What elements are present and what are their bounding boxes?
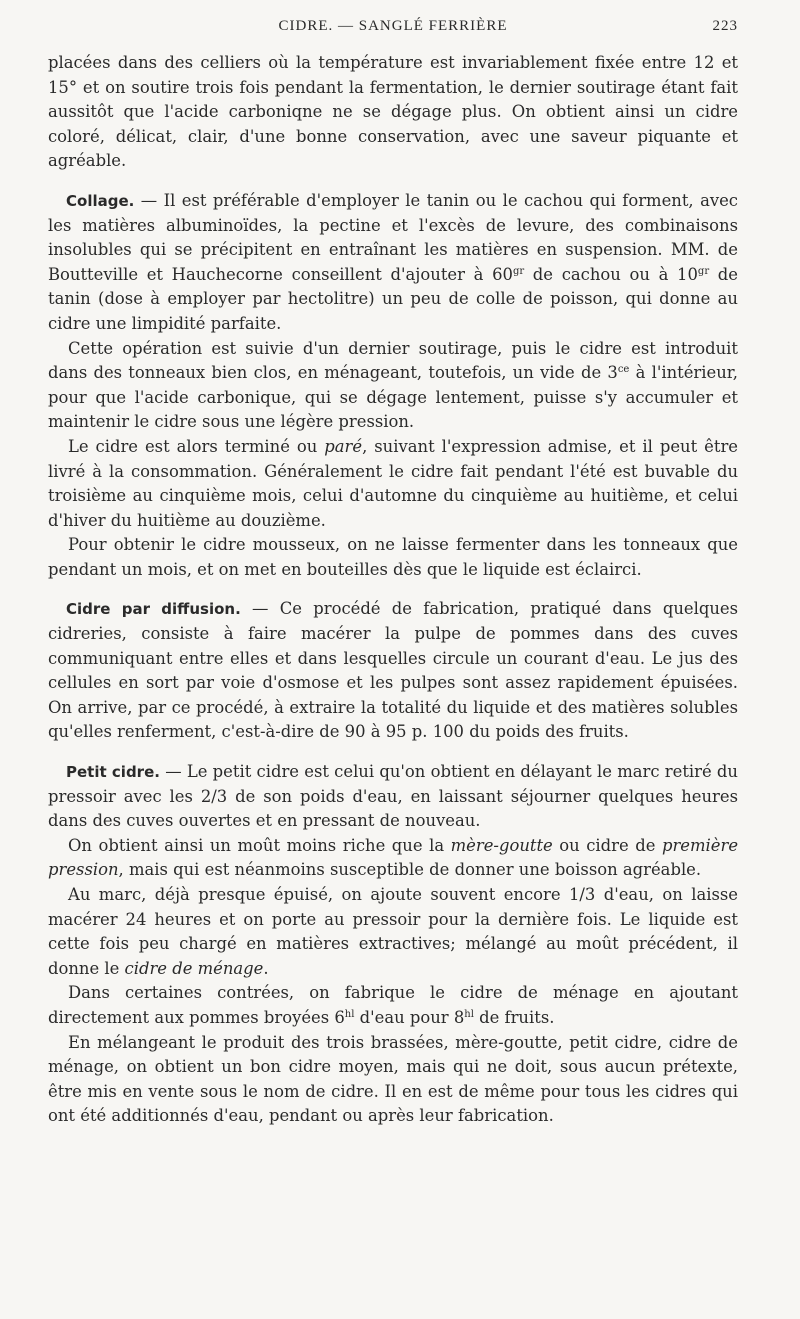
paragraph-text: Au marc, déjà presque épuisé, on ajoute souvent encore 1/3 d'eau, on laisse macérer 24 heures et on porte au pressoir pour la dernière fois. Le liquide est cette fois peu chargé en matières extractives; mélangé au moût précédent, il donne le — [48, 885, 738, 978]
unit-superscript: hl — [464, 1008, 474, 1020]
section-heading-petit-cidre: Petit cidre. — [66, 763, 160, 782]
unit-superscript: ce — [617, 364, 630, 376]
paragraph-text: d'eau pour 8 — [354, 1007, 465, 1027]
italic-term: paré — [324, 436, 363, 456]
paragraph-text: Cette opération est suivie d'un dernier soutirage, puis le cidre est introduit dans des tonneaux bien clos, en ménageant, toutefois, un vide de 3 — [48, 338, 738, 383]
running-header — [48, 14, 738, 42]
collage-text-c: de tanin (dose à employer par hectolitre) un peu de colle de poisson, qui donne au cidre une limpidité parfaite. — [48, 264, 738, 333]
paragraph-menage — [48, 981, 738, 1030]
unit-superscript: hl — [344, 1008, 355, 1020]
italic-term: mère-goutte — [450, 835, 553, 855]
paragraph-text: On obtient ainsi un moût moins riche que la — [68, 835, 451, 855]
italic-term: cidre de ménage — [124, 958, 264, 978]
section-heading-collage: Collage. — [66, 191, 135, 210]
paragraph-marc — [48, 883, 738, 981]
paragraph-text: , mais qui est néanmoins susceptible de donner une boisson agréable. — [118, 860, 702, 880]
paragraph-text: de fruits. — [473, 1007, 555, 1027]
paragraph-text: . — [263, 958, 269, 978]
collage-text-b: de cachou ou à 10 — [524, 264, 698, 284]
paragraph-consommation — [48, 435, 738, 533]
collage-text-a: — Il est préférable d'employer le tanin ou le cachou qui forment, avec les matières albuminoïdes, la pectine et l'excès de levure, des combinaisons insolubles qui se précipitent en entraînant les matières en suspension. MM. de Boutteville et Hauchecorne conseillent d'ajouter à 60 — [48, 190, 738, 284]
italic-term: première pression — [48, 835, 739, 880]
petit-cidre-text: — Le petit cidre est celui qu'on obtient en délayant le marc retiré du pressoir avec les 2/3 de son poids d'eau, en laissant séjourner quelques heures dans des cuves ouvertes et en pressant de nouveau. — [48, 762, 738, 831]
running-title: CIDRE. — SANGLÉ FERRIÈRE — [278, 18, 508, 34]
unit-superscript: gr — [512, 265, 525, 277]
paragraph-text: à l'intérieur, pour que l'acide carbonique, qui se dégage lentement, puisse s'y accumuler et maintenir le cidre sous une légère pression. — [48, 363, 738, 432]
page-number: 223 — [712, 18, 738, 34]
paragraph-mousseux: Pour obtenir le cidre mousseux, on ne laisse fermenter dans les tonneaux que pendant un mois, et on met en bouteilles dès que le liquide est éclairci. — [48, 535, 738, 579]
diffusion-text: — Ce procédé de fabrication, pratiqué dans quelques cidreries, consiste à faire macérer la pulpe de pommes dans des cuves communiquant entre elles et dans lesquelles circule un courant d'eau. Le jus des cellules en sort par voie d'osmose et les pulpes sont assez rapidement épuisées. On arrive, par ce procédé, à extraire la totalité du liquide et des matières solubles qu'elles renferment, c'est-à-dire de 90 à 95 p. 100 du poids des fruits. — [48, 599, 738, 742]
section-petit-cidre — [48, 760, 738, 834]
paragraph-melange: En mélangeant le produit des trois brassées, mère-goutte, petit cidre, cidre de ménage, on obtient un bon cidre moyen, mais qui ne doit, sous aucun prétexte, être mis en vente sous le nom de cidre. Il en est de même pour tous les cidres qui ont été additionnés d'eau, pendant ou après leur fabrication. — [48, 1032, 738, 1126]
paragraph-text: Dans certaines contrées, on fabrique le cidre de ménage en ajoutant directement aux pommes broyées 6 — [48, 983, 738, 1027]
paragraph-mere-goutte — [48, 834, 738, 883]
section-diffusion — [48, 597, 738, 745]
paragraph-text: Le cidre est alors terminé ou — [68, 436, 325, 456]
book-page — [48, 14, 738, 1129]
paragraph-text: ou cidre de — [552, 835, 662, 855]
section-collage — [48, 189, 738, 337]
section-heading-diffusion: Cidre par diffusion. — [66, 600, 241, 619]
unit-superscript: gr — [697, 265, 710, 277]
paragraph-continued: placées dans des celliers où la température est invariablement fixée entre 12 et 15° et on soutire trois fois pendant la fermentation, le dernier soutirage étant fait aussitôt que l'acide carboniqne ne se dégage plus. On obtient ainsi un cidre coloré, délicat, clair, d'une bonne conservation, avec une saveur piquante et agréable. — [48, 53, 738, 171]
paragraph-soutirage — [48, 337, 738, 435]
body-text — [48, 51, 738, 1129]
paragraph-text: , suivant l'expression admise, et il peut être livré à la consommation. Généralement le cidre fait pendant l'été est buvable du troisième au cinquième mois, celui d'automne du cinquième au huitième, et celui d'hiver du huitième au douzième. — [48, 436, 738, 530]
